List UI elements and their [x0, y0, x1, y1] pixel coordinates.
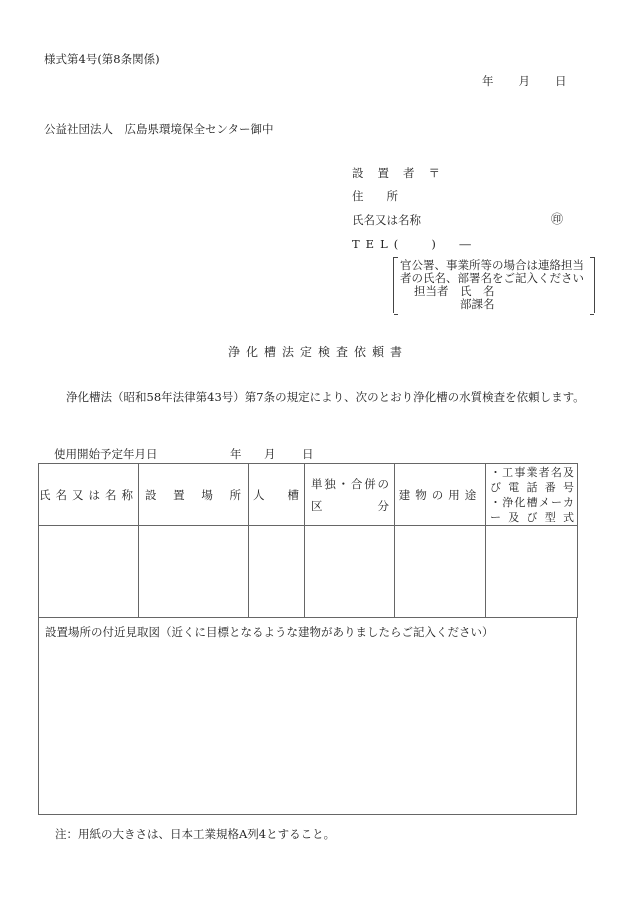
address-label: 住 所 — [352, 189, 398, 203]
contact-note-line1: 官公署、事業所等の場合は連絡担当 — [400, 258, 584, 272]
map-label: 設置場所の付近見取図（近くに目標となるような建物がありましたらご記入ください） — [45, 625, 494, 639]
body-text: 浄化槽法（昭和58年法律第43号）第7条の規定により、次のとおり浄化槽の水質検査を依頼します。 — [66, 390, 585, 404]
contact-person-label: 担当者 氏 名 — [414, 284, 495, 298]
date-year: 年 — [482, 74, 494, 88]
request-table — [38, 463, 578, 618]
addressee: 公益社団法人 広島県環境保全センター御中 — [44, 122, 274, 136]
name-input-cell[interactable] — [39, 526, 139, 618]
contact-note-box — [393, 257, 595, 313]
name-label: 氏名又は名称 — [352, 213, 421, 227]
contractor-input-cell[interactable] — [486, 526, 578, 618]
submission-date — [482, 73, 567, 89]
header-building-use: 建物の用途 — [395, 464, 486, 526]
kind-input-cell[interactable] — [305, 526, 395, 618]
start-date-month: 月 — [264, 447, 276, 461]
date-day: 日 — [555, 74, 567, 88]
header-contractor: ・工事業者名及 び電話番号 ・浄化槽メーカ ー及び型式 — [486, 464, 578, 526]
department-label: 部課名 — [460, 297, 495, 311]
footnote: 注：用紙の大きさは、日本工業規格A列4とすること。 — [55, 827, 336, 841]
header-tanks: 人槽 — [249, 464, 305, 526]
start-date-day: 日 — [302, 447, 314, 461]
tanks-input-cell[interactable] — [249, 526, 305, 618]
document-title: 浄化槽法定検査依頼書 — [227, 345, 408, 359]
header-name: 氏名又は名称 — [39, 464, 139, 526]
location-map-box[interactable] — [38, 617, 577, 815]
header-kind: 単独・合併の 区分 — [305, 464, 395, 526]
start-date-label: 使用開始予定年月日 — [54, 447, 158, 461]
contact-note-line2: 者の氏名、部署名をご記入ください — [400, 271, 584, 285]
date-month: 月 — [518, 74, 530, 88]
tel-label: TEL( ) ― — [352, 237, 477, 251]
start-date-year: 年 — [230, 447, 242, 461]
seal-icon: ㊞ — [551, 212, 564, 226]
table-row — [39, 526, 578, 618]
building-use-input-cell[interactable] — [395, 526, 486, 618]
header-location: 設置場所 — [139, 464, 249, 526]
table-header-row — [39, 464, 578, 526]
form-number: 様式第4号(第8条関係) — [44, 52, 160, 66]
installer-label: 設置者〒 — [352, 166, 454, 180]
location-input-cell[interactable] — [139, 526, 249, 618]
